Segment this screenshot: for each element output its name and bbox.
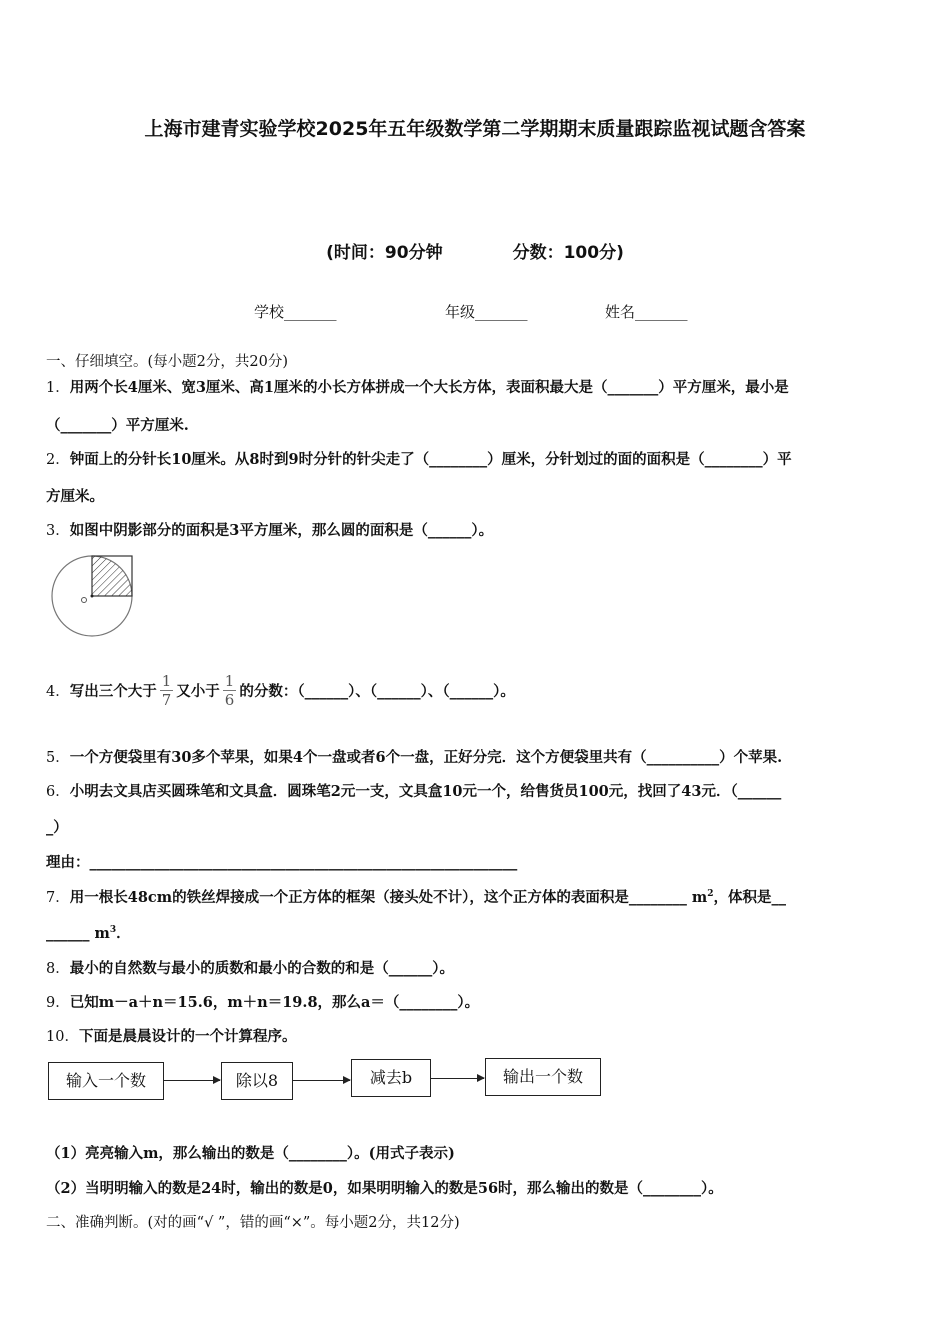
question-text: 已知m－a＋n＝15.6，m＋n＝19.8，那么a＝（________）。	[69, 994, 480, 1011]
question-5	[46, 746, 782, 767]
question-text: 一个方便袋里有30多个苹果，如果4个一盘或者6个一盘，正好分完．这个方便袋里共有（__________）个苹果.	[69, 749, 783, 766]
flow-arrow	[431, 1078, 484, 1079]
flow-arrow	[164, 1080, 220, 1081]
question-number: 6．	[46, 784, 70, 800]
question-9	[46, 991, 479, 1012]
question-4	[46, 660, 515, 720]
circle-shaded-figure	[46, 548, 141, 640]
question-text: 最小的自然数与最小的质数和最小的合数的和是（______）。	[69, 960, 454, 977]
superscript: 2	[707, 889, 714, 900]
school-field: 学校_______	[254, 303, 337, 321]
flow-step-input: 输入一个数	[48, 1062, 164, 1100]
superscript: 3	[109, 925, 117, 936]
question-text: 用两个长4厘米、宽3厘米、高1厘米的小长方体拼成一个大长方体，表面积最大是（_______）平方厘米，最小是	[69, 379, 789, 396]
question-2	[46, 448, 792, 469]
exam-meta	[0, 238, 950, 263]
question-1	[46, 376, 789, 397]
question-text: 如图中阴影部分的面积是3平方厘米，那么圆的面积是（______）。	[69, 522, 494, 539]
question-1-cont: （_______）平方厘米.	[46, 417, 189, 434]
question-text: 下面是晨晨设计的一个计算程序。	[78, 1028, 297, 1045]
question-text-post: 的分数：（______）、（______）、（______）。	[239, 682, 515, 700]
page-title: 上海市建青实验学校2025年五年级数学第二学期期末质量跟踪监视试题含答案	[144, 118, 806, 140]
flow-step-output: 输出一个数	[485, 1058, 601, 1096]
question-number: 1．	[46, 380, 70, 396]
question-text-pre: 写出三个大于	[69, 682, 157, 700]
question-number: 4．	[46, 683, 70, 700]
question-number: 5．	[46, 750, 70, 766]
question-8	[46, 957, 454, 978]
question-text: ______ m	[46, 925, 110, 942]
question-text: 小明去文具店买圆珠笔和文具盒．圆珠笔2元一支，文具盒10元一个，给售货员100元，找回了43元．（______	[69, 783, 782, 800]
question-number: 7．	[46, 890, 70, 906]
total-score: 分数：100分)	[512, 243, 624, 263]
fraction-one-sixth: $\frac{1}{6}$	[224, 671, 235, 709]
question-text: 用一根长48cm的铁丝焊接成一个正方体的框架（接头处不计），这个正方体的表面积是________ m	[69, 889, 708, 906]
flow-arrow	[293, 1080, 350, 1081]
question-number: 3．	[46, 523, 70, 539]
question-text: ．	[116, 925, 131, 942]
question-10-part-2: （2）当明明输入的数是24时，输出的数是0，如果明明输入的数是56时，那么输出的数是（________）。	[46, 1180, 723, 1197]
question-6	[46, 780, 781, 801]
question-10-part-1: （1）亮亮输入m，那么输出的数是（________）。(用式子表示)	[46, 1145, 455, 1162]
name-field: 姓名_______	[605, 303, 688, 321]
question-number: 8．	[46, 961, 70, 977]
question-3	[46, 519, 493, 540]
grade-field: 年级_______	[445, 303, 528, 321]
section-2-heading: 二、准确判断。(对的画“√ ”，错的画“×”。每小题2分，共12分)	[46, 1215, 460, 1231]
time-limit: (时间：90分钟	[326, 243, 443, 263]
question-7	[46, 886, 786, 907]
question-2-cont: 方厘米。	[46, 488, 104, 505]
question-10	[46, 1025, 296, 1046]
question-text-mid: 又小于	[176, 682, 220, 700]
question-text: ，体积是__	[713, 889, 786, 906]
flow-step-divide: 除以8	[221, 1062, 293, 1100]
question-7-cont	[46, 922, 131, 943]
fraction-one-seventh: $\frac{1}{7}$	[161, 671, 172, 709]
question-text: 钟面上的分针长10厘米。从8时到9时分针的针尖走了（________）厘米，分针划过的面的面积是（________）平	[69, 451, 792, 468]
question-number: 9．	[46, 995, 70, 1011]
question-number: 2．	[46, 452, 70, 468]
question-6-cont: _）	[46, 819, 68, 836]
question-number: 10．	[46, 1029, 79, 1045]
flow-step-subtract: 减去b	[351, 1059, 431, 1097]
question-6-reason: 理由：___________________________________________________________	[46, 854, 518, 871]
section-1-heading: 一、仔细填空。(每小题2分，共20分)	[46, 354, 288, 370]
